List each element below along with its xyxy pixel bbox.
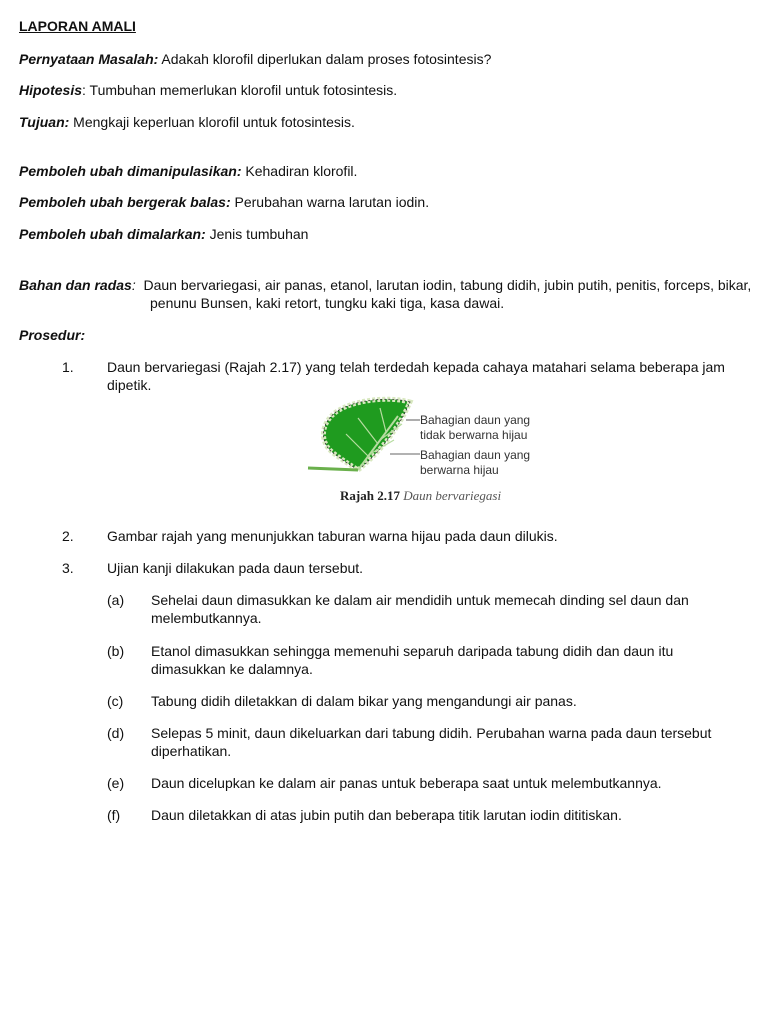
substep-label: (f) [107,807,121,823]
tujuan-label: Tujuan: [19,114,70,130]
pemboleh-ubah-dimalarkan [19,225,308,243]
bahan-dan-radas [19,276,759,312]
step-text: Gambar rajah yang menunjukkan taburan warna hijau pada daun dilukis. [107,528,558,544]
pemboleh-ubah-bergerak-balas [19,193,429,211]
step-number: 2. [62,528,74,544]
hipotesis-label: Hipotesis [19,82,83,98]
tujuan [19,113,355,131]
substep-label: (b) [107,643,125,659]
document-title: LAPORAN AMALI [19,18,136,34]
bahan-colon: : [131,277,136,293]
step-text: Ujian kanji dilakukan pada daun tersebut. [107,560,364,576]
step-number: 3. [62,560,74,576]
bergerak-label: Pemboleh ubah bergerak balas: [19,194,231,210]
prosedur-heading: Prosedur: [19,327,86,343]
manipulasi-label: Pemboleh ubah dimanipulasikan: [19,163,242,179]
substep-text: Tabung didih diletakkan di dalam bikar yang mengandungi air panas. [151,693,577,709]
pernyataan-label: Pernyataan Masalah: [19,51,159,67]
leaf-petiole [308,468,358,470]
hipotesis [19,81,397,99]
bahan-line2: penunu Bunsen, kaki retort, tungku kaki tiga, kasa dawai. [150,295,505,311]
step-number: 1. [62,359,74,375]
figure-label-green: Bahagian daun yang berwarna hijau [420,448,531,477]
substep-label: (d) [107,725,125,741]
substep-label: (c) [107,693,124,709]
substep-text: Daun diletakkan di atas jubin putih dan beberapa titik larutan iodin dititiskan. [151,807,622,823]
pernyataan-masalah [19,50,491,68]
substep-text: Etanol dimasukkan sehingga memenuhi separuh daripada tabung didih dan daun itu dimasukkan ke dalamnya. [151,643,674,677]
figure-caption-number: Rajah 2.17 [340,488,400,503]
figure-label-non-green: Bahagian daun yang tidak berwarna hijau [420,413,531,442]
figure-caption [340,487,501,505]
pernyataan-value: Adakah klorofil diperlukan dalam proses fotosintesis? [158,51,492,67]
substep-text: Daun dicelupkan ke dalam air panas untuk beberapa saat untuk melembutkannya. [151,775,662,791]
substep-text: Selepas 5 minit, daun dikeluarkan dari tabung didih. Perubahan warna pada daun tersebut diperhatikan. [151,725,712,759]
step-text: Daun bervariegasi (Rajah 2.17) yang telah terdedah kepada cahaya matahari selama beberapa jam dipetik. [107,359,725,393]
hipotesis-value: : Tumbuhan memerlukan klorofil untuk fotosintesis. [82,82,398,98]
bahan-line1: Daun bervariegasi, air panas, etanol, larutan iodin, tabung didih, jubin putih, penitis, forceps, bikar, [135,277,752,293]
pemboleh-ubah-dimanipulasikan [19,162,357,180]
figure-rajah-2-17 [298,394,548,514]
substep-text: Sehelai daun dimasukkan ke dalam air mendidih untuk memecah dinding sel daun dan melembutkannya. [151,592,689,626]
tujuan-value: Mengkaji keperluan klorofil untuk fotosintesis. [69,114,355,130]
figure-caption-text: Daun bervariegasi [403,488,502,503]
substep-label: (a) [107,592,125,608]
substep-label: (e) [107,775,125,791]
dimalarkan-value: Jenis tumbuhan [205,226,309,242]
bahan-label: Bahan dan radas [19,277,132,293]
manipulasi-value: Kehadiran klorofil. [241,163,358,179]
bergerak-value: Perubahan warna larutan iodin. [230,194,430,210]
dimalarkan-label: Pemboleh ubah dimalarkan: [19,226,206,242]
